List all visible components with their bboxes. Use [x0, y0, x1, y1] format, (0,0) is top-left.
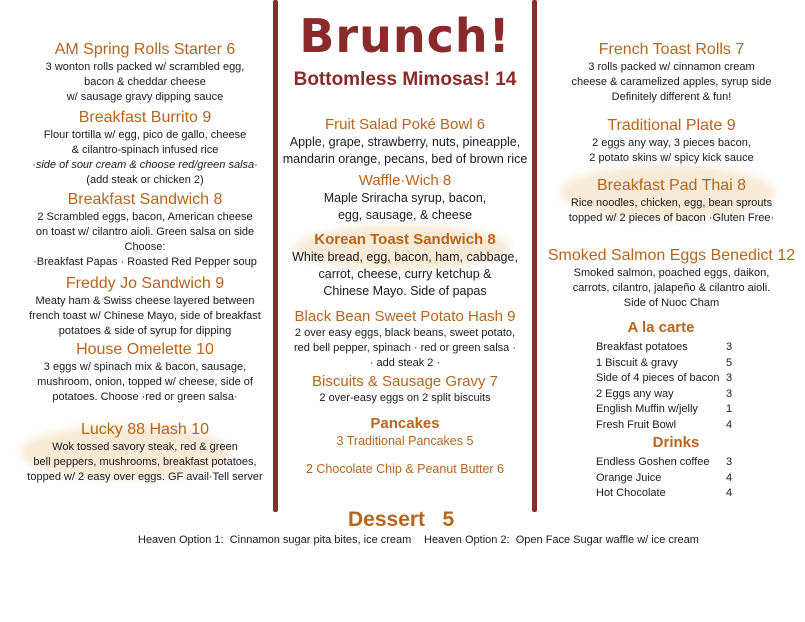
- item-price: 5: [726, 356, 733, 369]
- menu-item-desc: potatoes. Choose ·red or green salsa·: [52, 391, 238, 403]
- menu-item: [538, 40, 805, 116]
- menu-item-desc: Definitely different & fun!: [611, 91, 732, 103]
- item-price: 3: [726, 456, 733, 468]
- item-name: 2 Eggs any way: [596, 387, 674, 400]
- drinks-row: [596, 486, 756, 502]
- menu-item-desc: bell peppers, mushrooms, breakfast potatoes,: [33, 456, 257, 468]
- menu-item-name: French Toast Rolls 7: [598, 41, 745, 58]
- menu-item-desc: 3 rolls packed w/ cinnamon cream: [588, 61, 755, 73]
- menu-item: [10, 40, 280, 108]
- alacarte-section: [596, 318, 756, 433]
- menu-item-desc: 2 Scrambled eggs, bacon, American cheese: [37, 211, 253, 223]
- pancake-option: 3 Traditional Pancakes 5: [336, 434, 474, 448]
- mimosas-banner: Bottomless Mimosas! 14: [293, 69, 517, 90]
- item-name: Endless Goshen coffee: [596, 456, 710, 468]
- drinks-section: [596, 433, 756, 502]
- menu-item: [278, 230, 532, 307]
- pancakes-heading: Pancakes: [370, 415, 440, 432]
- menu-item-desc: 2 eggs any way, 3 pieces bacon,: [592, 137, 751, 149]
- item-price: 4: [726, 418, 733, 431]
- item-name: Side of 4 pieces of bacon: [596, 372, 720, 384]
- menu-item-desc: mandarin orange, pecans, bed of brown rice: [282, 152, 528, 166]
- menu-item-name: Breakfast Sandwich 8: [67, 191, 223, 208]
- menu-item-desc: Flour tortilla w/ egg, pico de gallo, cheese: [43, 129, 247, 141]
- menu-item: [538, 116, 805, 176]
- menu-item-desc: White bread, egg, bacon, ham, cabbage,: [292, 250, 518, 264]
- menu-item-name: Black Bean Sweet Potato Hash 9: [294, 308, 516, 325]
- alacarte-row: [596, 402, 756, 418]
- menu-item-desc: red bell pepper, spinach · red or green salsa ·: [294, 342, 516, 354]
- menu-item-desc: egg, sausage, & cheese: [337, 208, 473, 222]
- right-column: [538, 40, 805, 311]
- drinks-heading: Drinks: [652, 434, 700, 451]
- menu-item-desc: Side of Nuoc Cham: [623, 297, 720, 309]
- menu-item-desc: w/ sausage gravy dipping sauce: [66, 91, 224, 103]
- item-name: Hot Chocolate: [596, 487, 666, 499]
- menu-item-desc: Meaty ham & Swiss cheese layered between: [35, 295, 255, 307]
- menu-item-name: Freddy Jo Sandwich 9: [65, 275, 225, 292]
- menu-item: [538, 176, 805, 246]
- drinks-row: [596, 471, 756, 487]
- menu-item-desc: · add steak 2 ·: [369, 357, 441, 369]
- center-column: [278, 6, 532, 478]
- menu-item-desc: Apple, grape, strawberry, nuts, pineapple,: [289, 135, 521, 149]
- page-title: Brunch!: [299, 9, 511, 63]
- alacarte-heading: A la carte: [627, 319, 695, 336]
- item-price: 4: [726, 471, 733, 484]
- menu-item-name: Breakfast Burrito 9: [78, 109, 212, 126]
- menu-item-desc: cheese & caramelized apples, syrup side: [571, 76, 772, 88]
- menu-item-desc: bacon & cheddar cheese: [84, 76, 206, 88]
- item-price: 3: [726, 372, 733, 384]
- menu-item: [10, 274, 280, 340]
- dessert-option-1: Heaven Option 1: Cinnamon sugar pita bites, ice cream: [138, 534, 412, 546]
- menu-item: [278, 307, 532, 372]
- menu-item-name: Traditional Plate 9: [607, 117, 736, 134]
- menu-item-desc: mushroom, onion, topped w/ cheese, side of: [37, 376, 253, 388]
- dessert-option-2: Heaven Option 2: Open Face Sugar waffle w/ ice cream: [424, 534, 699, 546]
- menu-item-name: Biscuits & Sausage Gravy 7: [312, 373, 498, 390]
- menu-item-desc: & cilantro-spinach infused rice: [71, 144, 219, 156]
- drinks-row: [596, 455, 756, 471]
- menu-item: [10, 420, 280, 485]
- menu-item-name: Korean Toast Sandwich 8: [314, 231, 496, 248]
- item-name: 1 Biscuit & gravy: [596, 356, 678, 369]
- alacarte-row: [596, 340, 756, 356]
- alacarte-row: [596, 387, 756, 403]
- menu-item: [278, 115, 532, 171]
- menu-item-desc: carrot, cheese, curry ketchup &: [318, 267, 492, 281]
- left-column: [10, 40, 280, 485]
- menu-item-desc: (add steak or chicken 2): [86, 174, 204, 186]
- menu-item: [278, 171, 532, 230]
- column-divider-right: [532, 0, 537, 512]
- menu-item-desc: 2 over easy eggs, black beans, sweet potato,: [294, 327, 516, 339]
- menu-item-desc: ·side of sour cream & choose red/green salsa·: [32, 159, 258, 171]
- menu-item-desc: 2 over-easy eggs on 2 split biscuits: [319, 392, 491, 404]
- menu-item-desc: potatoes & side of syrup for dipping: [58, 325, 232, 337]
- menu-item-name: Breakfast Pad Thai 8: [596, 177, 747, 194]
- menu-item: [278, 372, 532, 414]
- item-name: Orange Juice: [596, 471, 662, 484]
- menu-item-name: Smoked Salmon Eggs Benedict 12: [547, 247, 796, 264]
- menu-item-desc: 2 potato skins w/ spicy kick sauce: [589, 152, 754, 164]
- menu-item-name: Waffle·Wich 8: [358, 172, 452, 189]
- item-name: English Muffin w/jelly: [596, 403, 698, 415]
- menu-item-desc: carrots, cilantro, jalapeño & cilantro aioli.: [572, 282, 771, 294]
- menu-item-desc: topped w/ 2 easy over eggs. GF avail·Tell server: [27, 471, 263, 483]
- item-name: Fresh Fruit Bowl: [596, 418, 677, 431]
- menu-item-desc: 3 wonton rolls packed w/ scrambled egg,: [45, 61, 245, 73]
- alacarte-row: [596, 418, 756, 434]
- item-price: 1: [726, 403, 733, 415]
- item-price: 3: [726, 341, 733, 353]
- menu-item-desc: 3 eggs w/ spinach mix & bacon, sausage,: [43, 361, 247, 373]
- menu-item-desc: Choose:: [124, 241, 166, 253]
- pancakes-section: [278, 414, 532, 478]
- menu-item: [538, 246, 805, 311]
- menu-item-desc: ·Breakfast Papas · Roasted Red Pepper soup: [33, 256, 257, 268]
- pancake-option: 2 Chocolate Chip & Peanut Butter 6: [305, 462, 505, 476]
- menu-item-desc: Wok tossed savory steak, red & green: [52, 441, 238, 453]
- menu-item: [10, 340, 280, 420]
- menu-item-name: Lucky 88 Hash 10: [80, 421, 210, 438]
- menu-item-desc: topped w/ 2 pieces of bacon ·Gluten Free·: [568, 212, 775, 224]
- menu-item-desc: on toast w/ cilantro aioli. Green salsa on side: [35, 226, 255, 238]
- menu-item-name: House Omelette 10: [76, 341, 214, 358]
- item-price: 3: [726, 387, 733, 400]
- item-price: 4: [726, 487, 733, 499]
- menu-item: [10, 190, 280, 274]
- alacarte-row: [596, 371, 756, 387]
- menu-item-name: AM Spring Rolls Starter 6: [54, 41, 236, 58]
- dessert-heading: Dessert 5: [348, 508, 455, 531]
- item-name: Breakfast potatoes: [596, 341, 688, 353]
- menu-item-name: Fruit Salad Poké Bowl 6: [324, 116, 486, 133]
- alacarte-row: [596, 356, 756, 372]
- menu-item: [10, 108, 280, 190]
- menu-item-desc: Rice noodles, chicken, egg, bean sprouts: [570, 197, 773, 209]
- menu-item-desc: Chinese Mayo. Side of papas: [323, 284, 487, 298]
- menu-item-desc: french toast w/ Chinese Mayo, side of breakfast: [29, 310, 261, 322]
- menu-item-desc: Maple Sriracha syrup, bacon,: [323, 191, 487, 205]
- menu-item-desc: Smoked salmon, poached eggs, daikon,: [573, 267, 770, 279]
